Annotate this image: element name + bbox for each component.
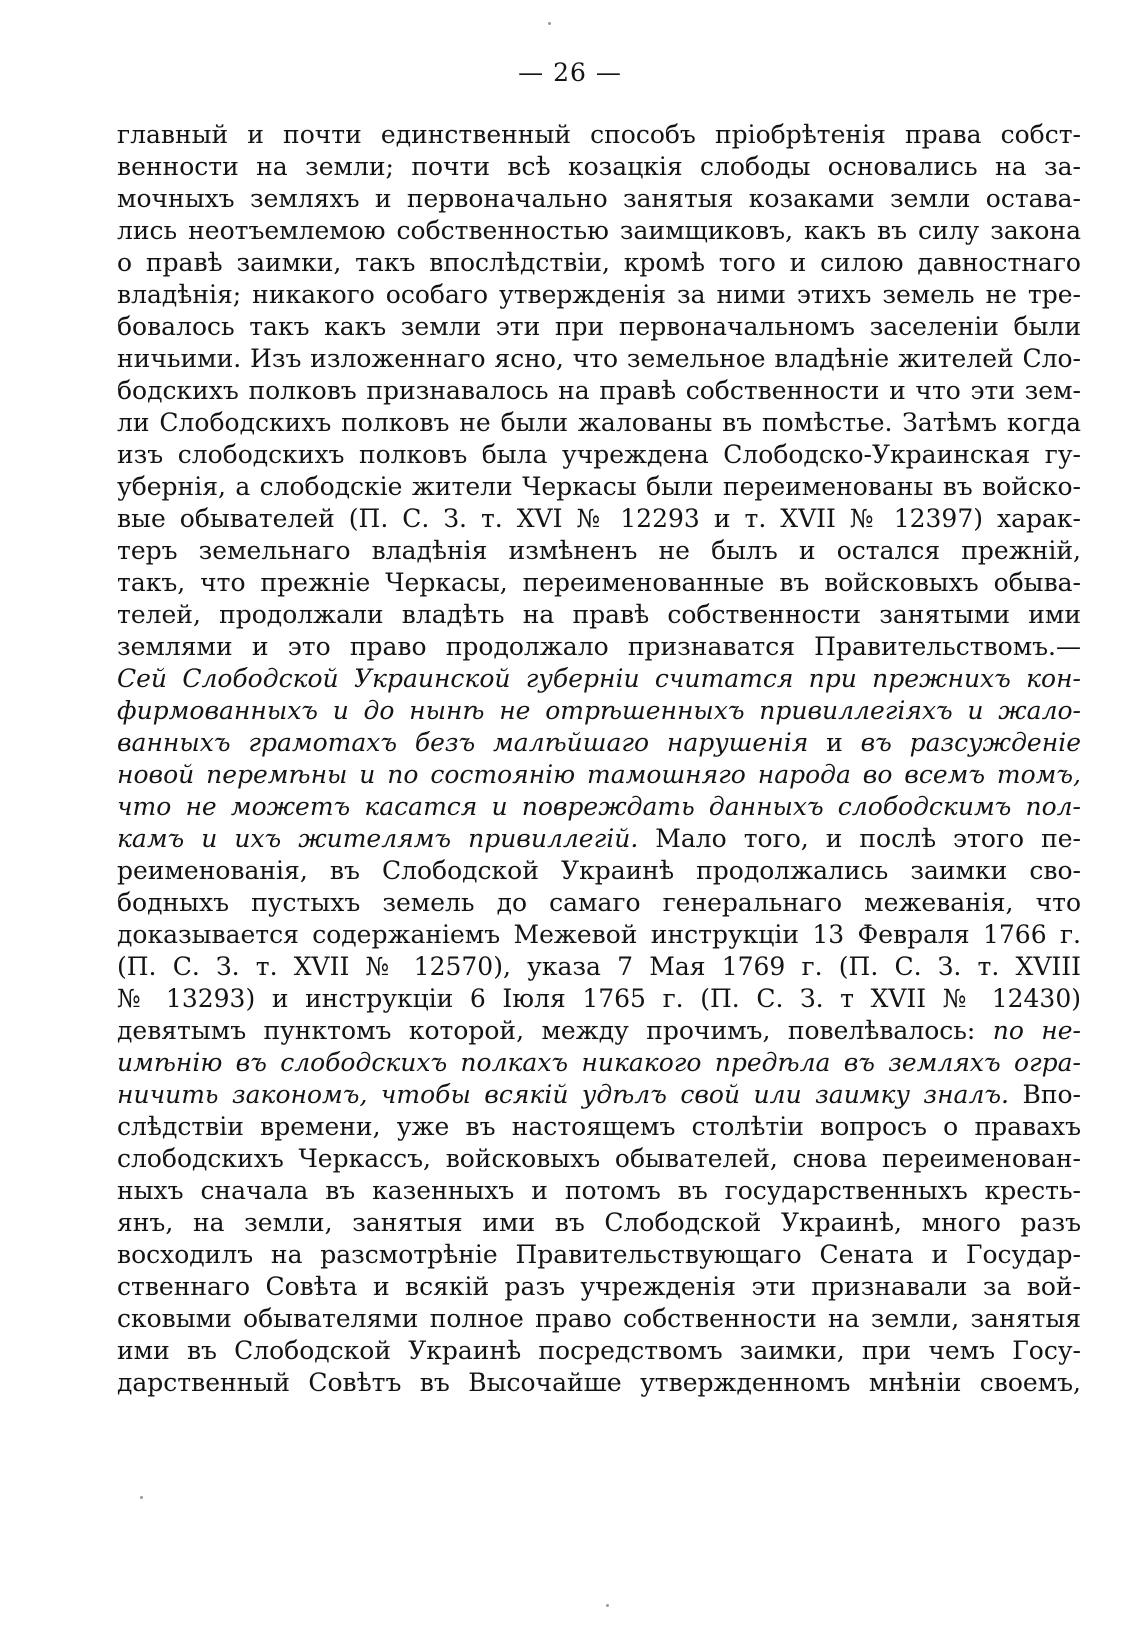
text-line [117, 439, 1081, 471]
text-span: изъ слободскихъ полковъ была учреждена Слободско-Украинская гу- [117, 440, 1081, 469]
text-span: землями и это право продолжало признаватся Правительствомъ.— [117, 632, 1081, 661]
italic-text: ванныхъ грамотахъ безъ малѣйшаго нарушенія [117, 728, 827, 757]
text-line [117, 791, 1081, 823]
text-span: мочныхъ земляхъ и первоначально занятыя козаками земли остава- [117, 184, 1081, 213]
text-line [117, 247, 1081, 279]
italic-text: что не можетъ касатся и повреждать данныхъ слободскимъ пол- [117, 792, 1081, 821]
text-line [117, 375, 1081, 407]
text-line [117, 1303, 1081, 1335]
text-line [117, 119, 1081, 151]
text-line [117, 1015, 1081, 1047]
text-line [117, 183, 1081, 215]
text-line [117, 887, 1081, 919]
body-text [117, 119, 1081, 1399]
text-span: ныхъ сначала въ казенныхъ и потомъ въ государственныхъ кресть- [117, 1176, 1081, 1205]
text-span: лись неотъемлемою собственностью заимщиковъ, какъ въ силу закона [117, 216, 1081, 245]
text-span: реименованія, въ Слободской Украинѣ продолжались заимки сво- [117, 856, 1081, 885]
text-span: телей, продолжали владѣть на правѣ собственности занятыми ими [117, 600, 1081, 629]
text-span: бодскихъ полковъ признавалось на правѣ собственности и что эти зем- [117, 376, 1081, 405]
text-line [117, 1239, 1081, 1271]
scan-speck [606, 1604, 609, 1607]
text-line [117, 151, 1081, 183]
text-line [117, 1207, 1081, 1239]
text-span: восходилъ на разсмотрѣніе Правительствующаго Сената и Государ- [117, 1240, 1081, 1269]
italic-text: фирмованныхъ и до нынѣ не отрѣшенныхъ привиллегіяхъ и жало- [117, 696, 1081, 725]
text-span: Мало того, и послѣ этого пе- [655, 824, 1081, 853]
text-line [117, 855, 1081, 887]
text-span: убернія, а слободскіе жители Черкасы были переименованы въ войско- [117, 472, 1081, 501]
text-line [117, 535, 1081, 567]
text-line [117, 919, 1081, 951]
text-span: вые обывателей (П. С. З. т. XVI № 12293 и т. XVII № 12397) харак- [117, 504, 1081, 533]
text-span: сковыми обывателями полное право собственности на земли, занятыя [117, 1304, 1081, 1333]
text-span: главный и почти единственный способъ пріобрѣтенія права собст- [117, 120, 1081, 149]
text-span: владѣнія; никакого особаго утвержденія за ними этихъ земель не тре- [117, 280, 1081, 309]
text-line [117, 279, 1081, 311]
text-line [117, 1079, 1081, 1111]
text-line [117, 1143, 1081, 1175]
text-span: и [826, 728, 861, 757]
italic-text: камъ и ихъ жителямъ привиллегій. [117, 824, 656, 853]
text-span: ли Слободскихъ полковъ не были жалованы въ помѣстье. Затѣмъ когда [117, 408, 1081, 437]
text-line [117, 343, 1081, 375]
text-span: о правѣ заимки, такъ впослѣдствіи, кромѣ того и силою давностнаго [117, 248, 1081, 277]
text-line [117, 407, 1081, 439]
text-span: ничьими. Изъ изложеннаго ясно, что земельное владѣніе жителей Сло- [117, 344, 1081, 373]
text-span: № 13293) и инструкціи 6 Іюля 1765 г. (П. С. З. т XVII № 12430) [117, 984, 1081, 1013]
italic-text: Сей Слободской Украинской губерніи считатся при прежнихъ кон- [117, 664, 1081, 693]
text-span: дарственный Совѣтъ въ Высочайше утвержденномъ мнѣніи своемъ, [117, 1368, 1081, 1397]
text-span: (П. С. З. т. XVII № 12570), указа 7 Мая 1769 г. (П. С. З. т. XVIII [117, 952, 1081, 981]
italic-text: ничить закономъ, чтобы всякій удѣлъ свой или заимку зналъ. [117, 1080, 1023, 1109]
text-span: бодныхъ пустыхъ земель до самаго генеральнаго межеванія, что [117, 888, 1081, 917]
text-line [117, 503, 1081, 535]
italic-text: по не- [992, 1016, 1081, 1045]
text-span: венности на земли; почти всѣ козацкія слободы основались на за- [117, 152, 1081, 181]
scan-speck [140, 1496, 143, 1499]
text-line [117, 1047, 1081, 1079]
text-line [117, 983, 1081, 1015]
text-span: Впо- [1022, 1080, 1081, 1109]
page-number: — 26 — [518, 58, 622, 87]
text-span: ими въ Слободской Украинѣ посредствомъ заимки, при чемъ Госу- [117, 1336, 1081, 1365]
text-span: ственнаго Совѣта и всякій разъ учрежденія эти признавали за вой- [117, 1272, 1081, 1301]
scan-speck [548, 22, 551, 25]
text-span: бовалось такъ какъ земли эти при первоначальномъ заселеніи были [117, 312, 1081, 341]
text-span: девятымъ пунктомъ которой, между прочимъ, повелѣвалось: [117, 1016, 993, 1045]
text-span: слободскихъ Черкассъ, войсковыхъ обывателей, снова переименован- [117, 1144, 1081, 1173]
text-line [117, 215, 1081, 247]
italic-text: имѣнію въ слободскихъ полкахъ никакого предѣла въ земляхъ огра- [117, 1048, 1081, 1077]
text-line [117, 823, 1081, 855]
text-line [117, 631, 1081, 663]
text-line [117, 1367, 1081, 1399]
italic-text: новой перемѣны и по состоянію тамошняго народа во всемъ томъ, [117, 760, 1081, 789]
text-line [117, 663, 1081, 695]
text-line [117, 695, 1081, 727]
text-line [117, 599, 1081, 631]
text-line [117, 311, 1081, 343]
text-span: янъ, на земли, занятыя ими въ Слободской Украинѣ, много разъ [117, 1208, 1081, 1237]
italic-text: въ разсужденіе [860, 728, 1081, 757]
text-span: такъ, что прежніе Черкасы, переименованные въ войсковыхъ обыва- [117, 568, 1081, 597]
text-line [117, 951, 1081, 983]
text-span: теръ земельнаго владѣнія измѣненъ не былъ и остался прежній, [117, 536, 1081, 565]
text-line [117, 727, 1081, 759]
text-line [117, 471, 1081, 503]
text-line [117, 1271, 1081, 1303]
text-line [117, 1175, 1081, 1207]
text-span: слѣдствіи времени, уже въ настоящемъ столѣтіи вопросъ о правахъ [117, 1112, 1081, 1141]
text-line [117, 759, 1081, 791]
text-span: доказывается содержаніемъ Межевой инструкціи 13 Февраля 1766 г. [117, 920, 1081, 949]
text-line [117, 1111, 1081, 1143]
text-line [117, 567, 1081, 599]
text-line [117, 1335, 1081, 1367]
